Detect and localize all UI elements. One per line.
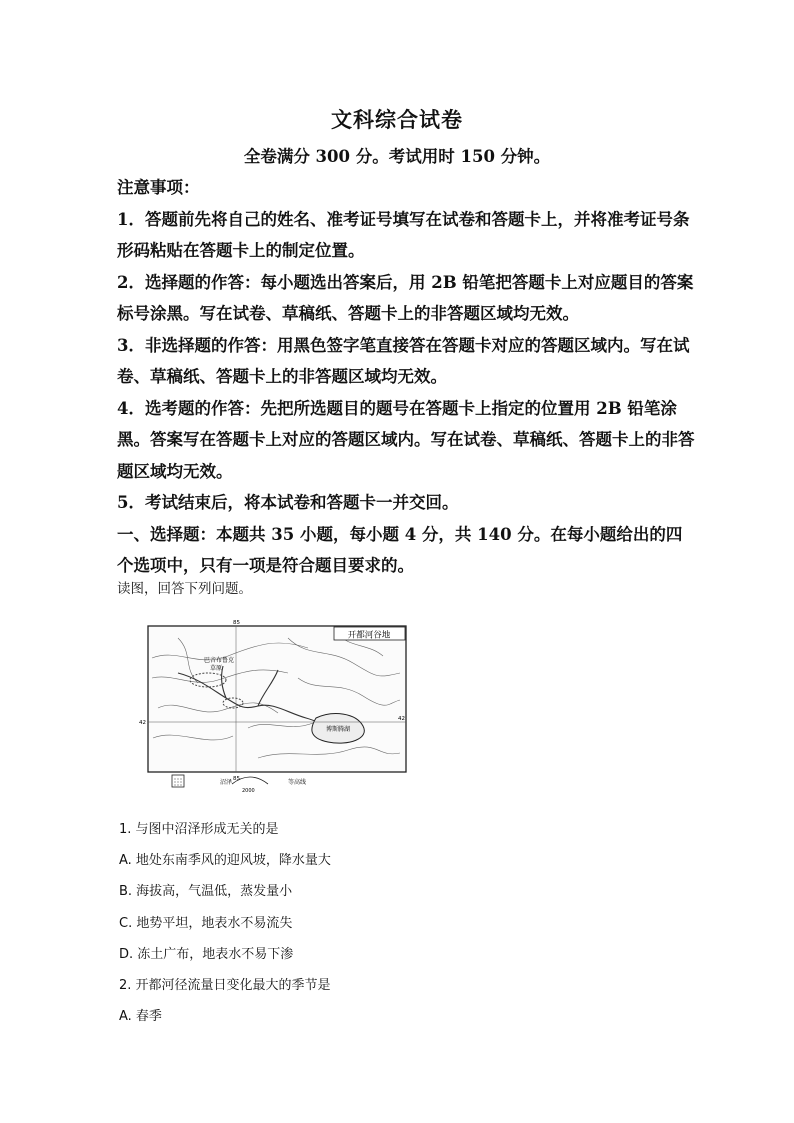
answer-option: C. 地势平坦，地表水不易流失 xyxy=(119,915,293,931)
legend-swamp-label: 沼泽 xyxy=(220,779,233,786)
reading-prompt: 读图，回答下列问题。 xyxy=(117,581,252,597)
notice-item: 1．答题前先将自己的姓名、准考证号填写在试卷和答题卡上，并将准考证号条形码粘贴在答题卡上的制定位置。 xyxy=(117,209,690,260)
answer-option: A. 地处东南季风的迎风坡，降水量大 xyxy=(119,853,331,869)
question-stem: 1. 与图中沼泽形成无关的是 xyxy=(119,822,279,837)
longitude-label-bottom: 85 xyxy=(233,776,240,782)
grassland-label: 巴音布鲁克 xyxy=(204,657,235,664)
legend-contour-value: 2000 xyxy=(242,788,255,794)
exam-duration-info: 全卷满分 300 分。考试用时 150 分钟。 xyxy=(243,147,551,166)
map-title: 开都河谷地 xyxy=(347,630,391,641)
notice-item: 2．选择题的作答：每小题选出答案后，用 2B 铅笔把答题卡上对应题目的答案标号涂黑。写在试卷、草稿纸、答题卡上的非答题区域均无效。 xyxy=(117,272,694,323)
question-list xyxy=(119,814,679,1032)
answer-option: A. 春季 xyxy=(119,1009,162,1025)
answer-option: B. 海拔高，气温低，蒸发量小 xyxy=(119,884,293,900)
answer-option: D. 冻土广布，地表水不易下渗 xyxy=(119,946,294,962)
lake-label: 博斯腾湖 xyxy=(326,726,351,733)
longitude-label-top: 85 xyxy=(233,620,240,626)
page-title: 文科综合试卷 xyxy=(331,107,463,132)
kaidu-river-map xyxy=(138,618,408,796)
notice-block xyxy=(117,172,697,582)
grassland-label-2: 草原 xyxy=(210,665,223,672)
notice-item: 5．考试结束后，将本试卷和答题卡一并交回。 xyxy=(117,493,459,512)
notice-heading: 注意事项： xyxy=(117,178,200,197)
legend-contour-label: 等高线 xyxy=(288,779,307,786)
notice-item: 4．选考题的作答：先把所选题目的题号在答题卡上指定的位置用 2B 铅笔涂黑。答案写在答题卡上对应的答题区域内。写在试卷、草稿纸、答题卡上的非答题区域均无效。 xyxy=(117,398,695,481)
question-stem: 2. 开都河径流量日变化最大的季节是 xyxy=(119,978,331,994)
latitude-label-left: 42 xyxy=(139,720,146,726)
section-instruction: 一、选择题：本题共 35 小题，每小题 4 分，共 140 分。在每小题给出的四个选项中，只有一项是符合题目要求的。 xyxy=(117,524,683,575)
latitude-label-right: 42 xyxy=(398,716,405,722)
notice-item: 3．非选择题的作答：用黑色签字笔直接答在答题卡对应的答题区域内。写在试卷、草稿纸、答题卡上的非答题区域均无效。 xyxy=(117,335,690,386)
